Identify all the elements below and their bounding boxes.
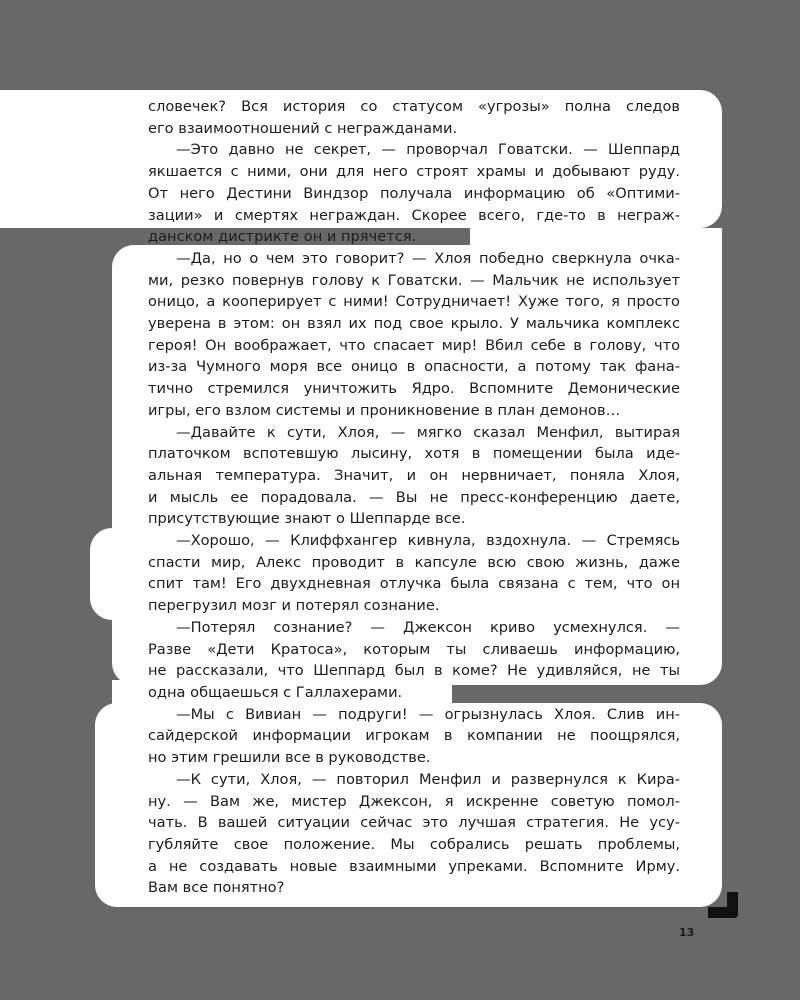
text-line: словечек? Вся история со статусом «угрозы» полна следов: [148, 98, 680, 115]
text-line: и мысль ее порадовала. — Вы не пресс-конференцию даете,: [148, 488, 680, 506]
text-line: —К сути, Хлоя, — повторил Менфил и развернулся к Кира-: [176, 770, 680, 788]
text-line: —Это давно не секрет, — проворчал Говатски. — Шеппард: [176, 141, 680, 159]
text-line: ну. — Вам же, мистер Джексон, я искренне советую помол-: [148, 792, 680, 810]
text-line: От него Дестини Виндзор получала информацию об «Оптими-: [148, 184, 680, 202]
text-line: из-за Чумного моря все оницо в опасности, а потому так фана-: [148, 358, 680, 376]
text-line: игры, его взлом системы и проникновение в план демонов…: [148, 401, 621, 419]
paragraph: [148, 704, 680, 769]
text-line: якшается с ними, они для него строят храмы и добывают руду.: [148, 163, 680, 181]
text-line: тично стремился уничтожить Ядро. Вспомните Демонические: [148, 380, 680, 398]
text-line: платочком вспотевшую лысину, хотя в помещении была иде-: [148, 445, 680, 463]
paragraph: [148, 617, 680, 704]
text-line: не рассказали, что Шеппард был в коме? Не удивляйся, не ты: [148, 662, 680, 680]
text-line: оницо, а кооперирует с ними! Сотрудничает! Хуже того, я просто: [148, 293, 680, 311]
text-line: ми, резко повернув голову к Говатски. — Мальчик не использует: [148, 271, 680, 289]
text-line: —Потерял сознание? — Джексон криво усмехнулся. —: [176, 618, 680, 636]
text-line: зации» и смертях неграждан. Скорее всего, где-то в неграж-: [148, 206, 680, 224]
text-line: спит там! Его двухдневная отлучка была связана с тем, что он: [148, 575, 680, 593]
text-line: но этим грешили все в руководстве.: [148, 749, 431, 767]
text-line: Вам все понятно?: [148, 879, 285, 897]
text-line: —Давайте к сути, Хлоя, — мягко сказал Менфил, вытирая: [176, 423, 680, 441]
paragraph: [148, 96, 680, 139]
text-line: героя! Он воображает, что спасает мир! Вбил себе в голову, что: [148, 336, 680, 354]
text-line: сайдерской информации игрокам в компании не поощрялся,: [148, 727, 680, 745]
text-line: Разве «Дети Кратоса», которым ты сливаешь информацию,: [148, 640, 680, 658]
text-line: присутствующие знают о Шеппарде все.: [148, 510, 466, 528]
text-line: губляйте свое положение. Мы собрались решать проблемы,: [148, 835, 680, 853]
paragraph: [148, 530, 680, 617]
corner-mark-icon: [708, 892, 738, 918]
paragraph: [148, 769, 680, 899]
text-line: чать. В вашей ситуации сейчас это лучшая стратегия. Не усу-: [148, 814, 680, 832]
text-line: —Да, но о чем это говорит? — Хлоя победно сверкнула очка-: [176, 249, 680, 267]
text-line: альная температура. Значит, и он нервничает, поняла Хлоя,: [148, 466, 680, 484]
text-line: его взаимоотношений с негражданами.: [148, 119, 458, 137]
text-line: —Хорошо, — Клиффхангер кивнула, вздохнула. — Стремясь: [176, 532, 680, 550]
paragraph: [148, 139, 680, 248]
text-line: перегрузил мозг и потерял сознание.: [148, 597, 440, 615]
page-body-text: [148, 96, 680, 899]
text-line: уверена в этом: он взял их под свое крыло. У мальчика комплекс: [148, 315, 680, 333]
paragraph: [148, 248, 680, 422]
text-line: спасти мир, Алекс проводит в капсуле всю свою жизнь, даже: [148, 553, 680, 571]
page-number: 13: [679, 926, 695, 939]
text-line: а не создавать новые взаимными упреками. Вспомните Ирму.: [148, 857, 680, 875]
text-line: одна общаешься с Галлахерами.: [148, 683, 403, 701]
text-line: данском дистрикте он и прячется.: [148, 228, 417, 246]
text-line: —Мы с Вивиан — подруги! — огрызнулась Хлоя. Слив ин-: [176, 705, 680, 723]
paragraph: [148, 422, 680, 531]
